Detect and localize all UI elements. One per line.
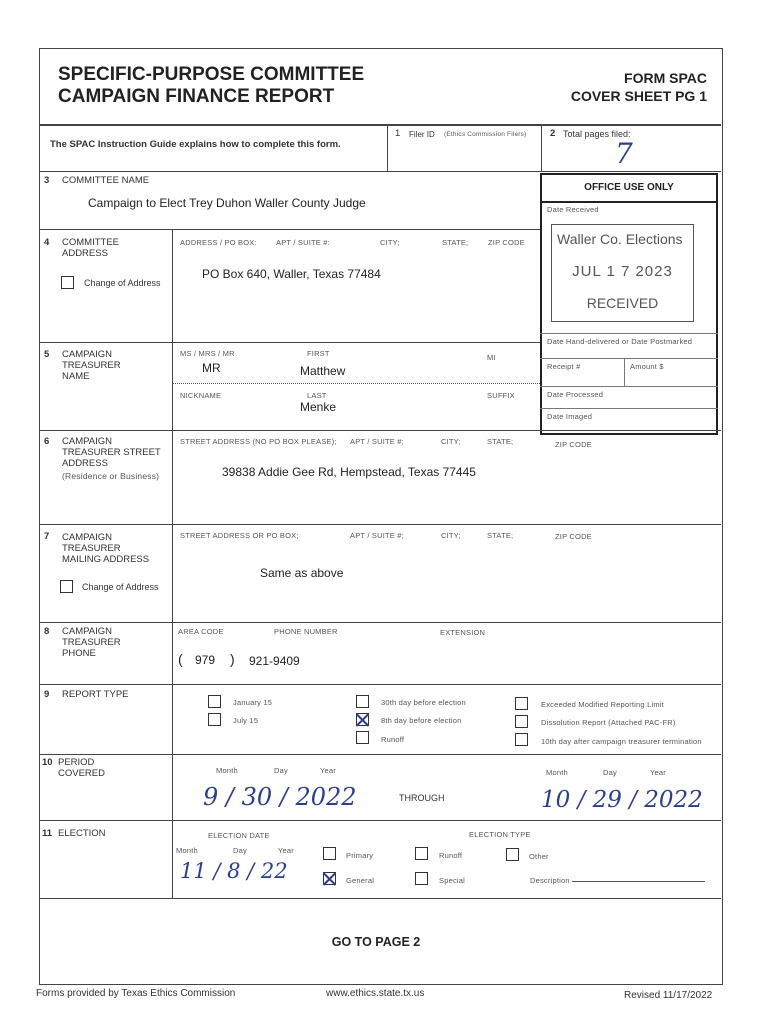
- footer-url: www.ethics.state.tx.us: [326, 988, 425, 999]
- treasurer-mailing-col-apt: APT / SUITE #;: [350, 531, 404, 540]
- date-imaged-label: Date Imaged: [547, 412, 593, 421]
- treasurer-phone-label: CAMPAIGN TREASURER PHONE: [62, 626, 121, 659]
- committee-col-address: ADDRESS / PO BOX:: [180, 238, 257, 247]
- treasurer-street-col-street: STREET ADDRESS (NO PO BOX PLEASE);: [180, 437, 337, 446]
- phone-area-close-paren: ): [230, 651, 235, 667]
- report-30th-day-label: 30th day before election: [381, 698, 466, 707]
- report-dissolution-checkbox[interactable]: [515, 715, 528, 728]
- report-jan15-checkbox[interactable]: [208, 695, 221, 708]
- section-11-number: 11: [42, 828, 53, 839]
- election-other-checkbox[interactable]: [506, 848, 519, 861]
- filer-id-number: 1: [395, 128, 401, 139]
- period-from-day-label: Day: [274, 766, 288, 775]
- treasurer-street-col-state: STATE;: [487, 437, 514, 446]
- committee-name-value[interactable]: Campaign to Elect Trey Duhon Waller County Judge: [88, 196, 366, 210]
- filer-id-note: (Ethics Commission Filers): [444, 131, 527, 138]
- election-type-label: ELECTION TYPE: [469, 830, 531, 839]
- go-to-page-2: GO TO PAGE 2: [331, 935, 421, 949]
- period-to-month-label: Month: [546, 768, 568, 777]
- committee-col-state: STATE;: [442, 238, 469, 247]
- form-title-line1: SPECIFIC-PURPOSE COMMITTEE: [58, 64, 365, 85]
- report-8th-day-checkbox[interactable]: [356, 713, 369, 726]
- mailing-change-of-address-label: Change of Address: [82, 582, 159, 592]
- treasurer-mailing-value[interactable]: Same as above: [260, 566, 344, 580]
- election-general-checkbox[interactable]: [323, 872, 336, 885]
- section-5-number: 5: [44, 349, 50, 360]
- period-to-value[interactable]: 10 / 29 / 2022: [541, 787, 703, 813]
- election-date-label: ELECTION DATE: [208, 831, 270, 840]
- committee-change-of-address-checkbox[interactable]: [61, 276, 74, 289]
- election-other-label: Other: [529, 852, 549, 861]
- treasurer-last-value[interactable]: Menke: [300, 400, 337, 414]
- period-to-year-label: Year: [650, 768, 666, 777]
- report-exceeded-checkbox[interactable]: [515, 697, 528, 710]
- report-jul15-label: July 15: [233, 716, 259, 725]
- total-pages-label: Total pages filed:: [563, 129, 631, 139]
- treasurer-street-value[interactable]: 39838 Addie Gee Rd, Hempstead, Texas 77445: [222, 465, 476, 479]
- treasurer-first-value[interactable]: Matthew: [300, 364, 346, 378]
- election-special-checkbox[interactable]: [415, 872, 428, 885]
- report-type-label: REPORT TYPE: [62, 689, 129, 700]
- treasurer-mailing-col-street: STREET ADDRESS OR PO BOX;: [180, 531, 299, 540]
- form-page-label: COVER SHEET PG 1: [570, 88, 707, 104]
- election-runoff-checkbox[interactable]: [415, 847, 428, 860]
- phone-area-open-paren: (: [178, 651, 183, 667]
- committee-col-city: CITY;: [380, 238, 400, 247]
- form-code: FORM SPAC: [624, 70, 707, 86]
- amount-label: Amount $: [630, 362, 664, 371]
- treasurer-col-mi: MI: [487, 353, 496, 362]
- period-from-value[interactable]: 9 / 30 / 2022: [203, 783, 357, 811]
- office-use-title: OFFICE USE ONLY: [584, 182, 674, 193]
- date-processed-label: Date Processed: [547, 390, 604, 399]
- committee-col-zip: ZIP CODE: [488, 238, 525, 247]
- period-covered-label: PERIOD COVERED: [58, 757, 105, 779]
- phone-number-value[interactable]: 921-9409: [249, 654, 300, 668]
- committee-address-value[interactable]: PO Box 640, Waller, Texas 77484: [202, 267, 381, 281]
- treasurer-col-nickname: NICKNAME: [180, 391, 222, 400]
- election-primary-label: Primary: [346, 851, 374, 860]
- treasurer-mailing-col-city: CITY;: [441, 531, 461, 540]
- treasurer-title-value[interactable]: MR: [202, 361, 221, 375]
- treasurer-street-sub: (Residence or Business): [62, 471, 160, 481]
- election-general-label: General: [346, 876, 375, 885]
- report-jul15-checkbox[interactable]: [208, 713, 221, 726]
- election-description-label: Description: [530, 876, 570, 885]
- report-8th-day-label: 8th day before election: [381, 716, 462, 725]
- report-runoff-checkbox[interactable]: [356, 731, 369, 744]
- phone-col-extension: EXTENSION: [440, 628, 486, 637]
- treasurer-mailing-col-zip: ZIP CODE: [555, 532, 592, 541]
- treasurer-mailing-col-state: STATE;: [487, 531, 514, 540]
- stamp-date: JUL 1 7 2023: [572, 263, 673, 280]
- election-special-label: Special: [439, 876, 465, 885]
- total-pages-number: 2: [550, 128, 556, 139]
- treasurer-street-col-city: CITY;: [441, 437, 461, 446]
- instruction-text: The SPAC Instruction Guide explains how to complete this form.: [50, 139, 341, 150]
- treasurer-col-first: FIRST: [307, 349, 330, 358]
- section-9-number: 9: [44, 689, 50, 700]
- section-6-number: 6: [44, 436, 50, 447]
- election-day-label: Day: [233, 846, 247, 855]
- election-runoff-label: Runoff: [439, 851, 463, 860]
- phone-area-value[interactable]: 979: [195, 653, 216, 667]
- section-3-number: 3: [44, 175, 50, 186]
- section-8-number: 8: [44, 626, 50, 637]
- receipt-label: Receipt #: [547, 362, 581, 371]
- treasurer-col-last: LAST: [307, 391, 327, 400]
- phone-col-area: AREA CODE: [178, 627, 224, 636]
- stamp-received: RECEIVED: [586, 295, 659, 311]
- received-stamp: [551, 224, 694, 322]
- period-from-year-label: Year: [320, 766, 336, 775]
- phone-col-number: PHONE NUMBER: [274, 627, 338, 636]
- election-year-label: Year: [278, 846, 294, 855]
- report-10th-day-label: 10th day after campaign treasurer termination: [541, 737, 702, 746]
- election-date-value[interactable]: 11 / 8 / 22: [180, 859, 288, 883]
- report-runoff-label: Runoff: [381, 735, 405, 744]
- form-title-line2: CAMPAIGN FINANCE REPORT: [58, 86, 335, 107]
- treasurer-name-label: CAMPAIGN TREASURER NAME: [62, 349, 121, 382]
- treasurer-street-col-apt: APT / SUITE #;: [350, 437, 404, 446]
- period-from-month-label: Month: [216, 766, 238, 775]
- section-4-number: 4: [44, 237, 50, 248]
- election-description-line[interactable]: [572, 881, 705, 882]
- stamp-office: Waller Co. Elections: [557, 231, 683, 247]
- period-to-day-label: Day: [603, 768, 617, 777]
- footer-provided-by: Forms provided by Texas Ethics Commission: [36, 988, 236, 999]
- treasurer-col-suffix: SUFFIX: [487, 391, 515, 400]
- report-30th-day-checkbox[interactable]: [356, 695, 369, 708]
- committee-name-label: COMMITTEE NAME: [62, 175, 150, 186]
- election-label: ELECTION: [58, 828, 106, 839]
- report-10th-day-checkbox[interactable]: [515, 733, 528, 746]
- period-through-label: THROUGH: [399, 793, 445, 803]
- report-dissolution-label: Dissolution Report (Attached PAC-FR): [541, 718, 676, 727]
- date-hand-delivered-label: Date Hand-delivered or Date Postmarked: [547, 337, 693, 346]
- footer-revised: Revised 11/17/2022: [624, 990, 713, 1001]
- committee-col-apt: APT / SUITE #:: [276, 238, 330, 247]
- treasurer-mailing-label: CAMPAIGN TREASURER MAILING ADDRESS: [62, 532, 150, 565]
- total-pages-value[interactable]: 7: [615, 137, 633, 170]
- report-exceeded-label: Exceeded Modified Reporting Limit: [541, 700, 664, 709]
- committee-change-of-address-label: Change of Address: [84, 278, 161, 288]
- date-received-label: Date Received: [547, 205, 599, 214]
- report-jan15-label: January 15: [233, 698, 273, 707]
- section-10-number: 10: [42, 757, 53, 768]
- filer-id-label: Filer ID: [409, 130, 435, 139]
- treasurer-col-title: MS / MRS / MR: [180, 349, 235, 358]
- committee-address-label: COMMITTEE ADDRESS: [62, 237, 119, 259]
- election-primary-checkbox[interactable]: [323, 847, 336, 860]
- section-7-number: 7: [44, 531, 50, 542]
- election-month-label: Month: [176, 846, 198, 855]
- treasurer-street-col-zip: ZIP CODE: [555, 440, 592, 449]
- treasurer-street-label: CAMPAIGN TREASURER STREET ADDRESS: [62, 436, 161, 469]
- mailing-change-of-address-checkbox[interactable]: [60, 580, 73, 593]
